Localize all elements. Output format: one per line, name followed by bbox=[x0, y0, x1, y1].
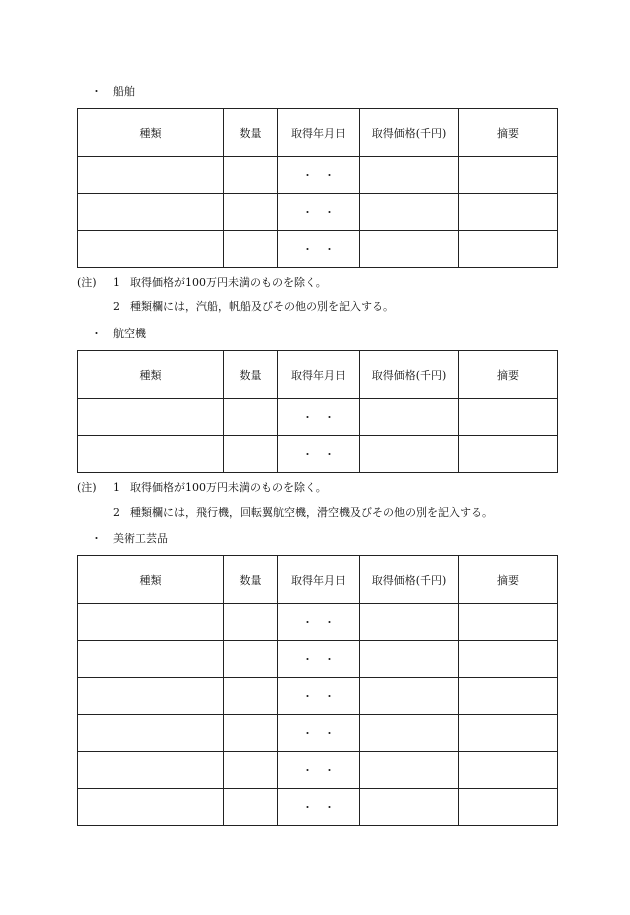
cell-remarks[interactable] bbox=[459, 194, 558, 231]
note-number: 2 bbox=[113, 506, 120, 519]
col-header-quantity: 数量 bbox=[224, 556, 278, 604]
note-text: 種類欄には，飛行機，回転翼航空機，滑空機及びその他の別を記入する。 bbox=[130, 506, 493, 519]
col-header-quantity: 数量 bbox=[224, 351, 278, 399]
cell-remarks[interactable] bbox=[459, 678, 558, 715]
bullet: ・ bbox=[91, 85, 102, 98]
note-prefix: (注) bbox=[77, 276, 97, 289]
cell-price[interactable] bbox=[360, 604, 459, 641]
table-row bbox=[78, 157, 558, 194]
table-row bbox=[78, 194, 558, 231]
col-header-type: 種類 bbox=[78, 109, 224, 157]
cell-quantity[interactable] bbox=[224, 231, 278, 268]
cell-quantity[interactable] bbox=[224, 789, 278, 826]
art-crafts-table bbox=[77, 555, 558, 826]
section-title-aircraft bbox=[91, 326, 146, 342]
cell-date[interactable] bbox=[278, 715, 360, 752]
cell-date[interactable] bbox=[278, 194, 360, 231]
table-row bbox=[78, 436, 558, 473]
col-header-remarks: 摘要 bbox=[459, 556, 558, 604]
cell-remarks[interactable] bbox=[459, 436, 558, 473]
note-text: 取得価格が100万円未満のものを除く。 bbox=[130, 276, 327, 289]
header-row bbox=[78, 351, 558, 399]
col-header-date: 取得年月日 bbox=[278, 109, 360, 157]
col-header-remarks: 摘要 bbox=[459, 109, 558, 157]
cell-remarks[interactable] bbox=[459, 752, 558, 789]
note-line bbox=[77, 275, 327, 291]
cell-date[interactable] bbox=[278, 231, 360, 268]
cell-date[interactable] bbox=[278, 678, 360, 715]
date-placeholder: ・ ・ bbox=[302, 764, 335, 777]
cell-remarks[interactable] bbox=[459, 604, 558, 641]
section-title-text: 美術工芸品 bbox=[113, 532, 168, 545]
cell-type[interactable] bbox=[78, 436, 224, 473]
date-placeholder: ・ ・ bbox=[302, 411, 335, 424]
cell-remarks[interactable] bbox=[459, 231, 558, 268]
cell-quantity[interactable] bbox=[224, 604, 278, 641]
date-placeholder: ・ ・ bbox=[302, 801, 335, 814]
cell-quantity[interactable] bbox=[224, 715, 278, 752]
table-row bbox=[78, 678, 558, 715]
cell-type[interactable] bbox=[78, 752, 224, 789]
note-text: 取得価格が100万円未満のものを除く。 bbox=[130, 481, 327, 494]
col-header-remarks: 摘要 bbox=[459, 351, 558, 399]
cell-quantity[interactable] bbox=[224, 436, 278, 473]
cell-remarks[interactable] bbox=[459, 399, 558, 436]
note-text: 種類欄には，汽船，帆船及びその他の別を記入する。 bbox=[130, 300, 394, 313]
cell-quantity[interactable] bbox=[224, 678, 278, 715]
cell-type[interactable] bbox=[78, 715, 224, 752]
table-row bbox=[78, 789, 558, 826]
cell-quantity[interactable] bbox=[224, 399, 278, 436]
date-placeholder: ・ ・ bbox=[302, 653, 335, 666]
note-prefix: (注) bbox=[77, 481, 97, 494]
cell-date[interactable] bbox=[278, 399, 360, 436]
cell-quantity[interactable] bbox=[224, 641, 278, 678]
col-header-price: 取得価格(千円) bbox=[360, 351, 459, 399]
section-title-text: 船舶 bbox=[113, 85, 135, 98]
cell-remarks[interactable] bbox=[459, 157, 558, 194]
table-row bbox=[78, 752, 558, 789]
note-number: 1 bbox=[113, 276, 120, 289]
cell-date[interactable] bbox=[278, 641, 360, 678]
note-line bbox=[113, 299, 394, 315]
header-row bbox=[78, 109, 558, 157]
col-header-price: 取得価格(千円) bbox=[360, 556, 459, 604]
cell-price[interactable] bbox=[360, 752, 459, 789]
table-row bbox=[78, 641, 558, 678]
note-number: 2 bbox=[113, 300, 120, 313]
date-placeholder: ・ ・ bbox=[302, 616, 335, 629]
note-number: 1 bbox=[113, 481, 120, 494]
cell-remarks[interactable] bbox=[459, 641, 558, 678]
cell-date[interactable] bbox=[278, 157, 360, 194]
cell-remarks[interactable] bbox=[459, 715, 558, 752]
cell-date[interactable] bbox=[278, 752, 360, 789]
section-title-text: 航空機 bbox=[113, 327, 146, 340]
header-row bbox=[78, 556, 558, 604]
bullet: ・ bbox=[91, 532, 102, 545]
section-title-ships bbox=[91, 84, 135, 100]
cell-quantity[interactable] bbox=[224, 157, 278, 194]
cell-quantity[interactable] bbox=[224, 752, 278, 789]
date-placeholder: ・ ・ bbox=[302, 169, 335, 182]
col-header-quantity: 数量 bbox=[224, 109, 278, 157]
table-row bbox=[78, 715, 558, 752]
col-header-date: 取得年月日 bbox=[278, 556, 360, 604]
section-title-art-crafts bbox=[91, 531, 168, 547]
table-row bbox=[78, 231, 558, 268]
cell-type[interactable] bbox=[78, 231, 224, 268]
cell-date[interactable] bbox=[278, 604, 360, 641]
date-placeholder: ・ ・ bbox=[302, 690, 335, 703]
date-placeholder: ・ ・ bbox=[302, 727, 335, 740]
col-header-type: 種類 bbox=[78, 556, 224, 604]
cell-quantity[interactable] bbox=[224, 194, 278, 231]
cell-price[interactable] bbox=[360, 678, 459, 715]
cell-price[interactable] bbox=[360, 194, 459, 231]
cell-type[interactable] bbox=[78, 604, 224, 641]
date-placeholder: ・ ・ bbox=[302, 206, 335, 219]
col-header-type: 種類 bbox=[78, 351, 224, 399]
bullet: ・ bbox=[91, 327, 102, 340]
cell-date[interactable] bbox=[278, 789, 360, 826]
note-line bbox=[77, 480, 327, 496]
note-line bbox=[113, 505, 493, 521]
cell-remarks[interactable] bbox=[459, 789, 558, 826]
cell-type[interactable] bbox=[78, 194, 224, 231]
aircraft-table bbox=[77, 350, 558, 473]
cell-date[interactable] bbox=[278, 436, 360, 473]
date-placeholder: ・ ・ bbox=[302, 448, 335, 461]
date-placeholder: ・ ・ bbox=[302, 243, 335, 256]
ships-table bbox=[77, 108, 558, 268]
cell-price[interactable] bbox=[360, 789, 459, 826]
cell-type[interactable] bbox=[78, 399, 224, 436]
cell-type[interactable] bbox=[78, 789, 224, 826]
cell-price[interactable] bbox=[360, 715, 459, 752]
cell-type[interactable] bbox=[78, 678, 224, 715]
cell-price[interactable] bbox=[360, 157, 459, 194]
cell-price[interactable] bbox=[360, 231, 459, 268]
col-header-price: 取得価格(千円) bbox=[360, 109, 459, 157]
cell-type[interactable] bbox=[78, 641, 224, 678]
cell-price[interactable] bbox=[360, 641, 459, 678]
cell-price[interactable] bbox=[360, 436, 459, 473]
table-row bbox=[78, 604, 558, 641]
cell-type[interactable] bbox=[78, 157, 224, 194]
table-row bbox=[78, 399, 558, 436]
cell-price[interactable] bbox=[360, 399, 459, 436]
col-header-date: 取得年月日 bbox=[278, 351, 360, 399]
